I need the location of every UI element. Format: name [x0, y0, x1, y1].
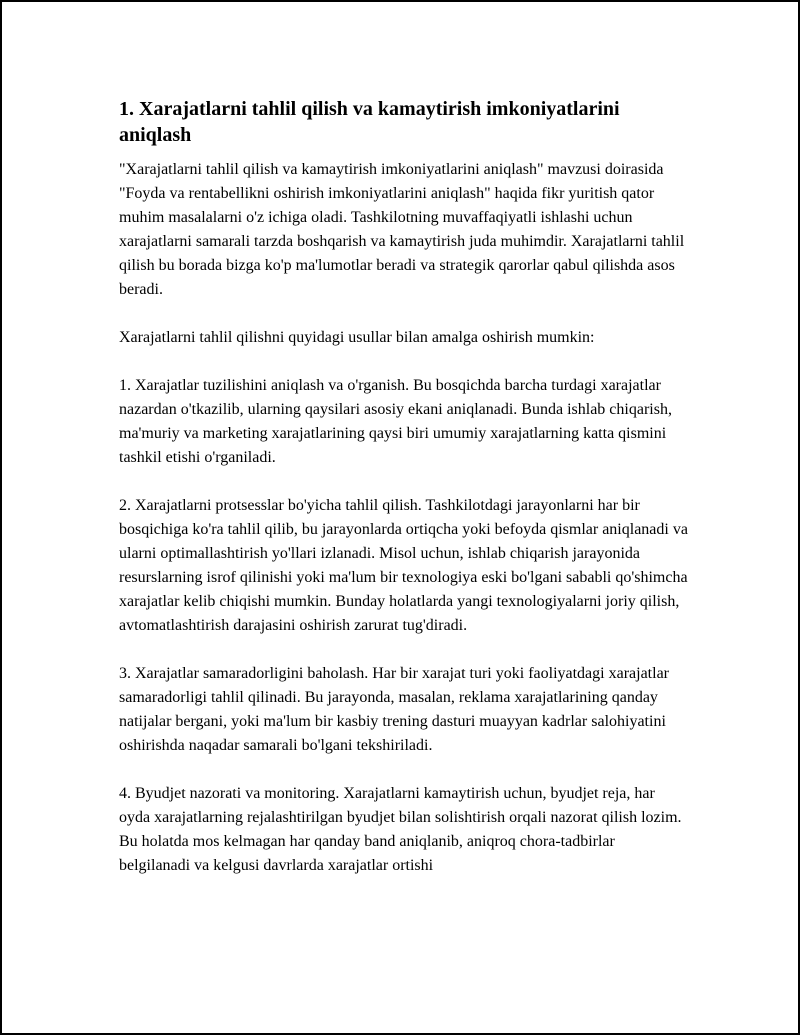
intro-paragraph: "Xarajatlarni tahlil qilish va kamaytirish imkoniyatlarini aniqlash" mavzusi doirasida "Foyda va rentabellikni oshirish imkoniyatlarini aniqlash" haqida fikr yuritish qator muhim masalalarni o'z ichiga oladi. Tashkilotning muvaffaqiyatli ishlashi uchun xarajatlarni samarali tarzda boshqarish va kamaytirish juda muhimdir. Xarajatlarni tahlil qilish bu borada bizga ko'p ma'lumotlar beradi va strategik qarorlar qabul qilishda asos beradi. — [119, 161, 685, 298]
method-3-paragraph: 3. Xarajatlar samaradorligini baholash. Har bir xarajat turi yoki faoliyatdagi xarajatlar samaradorligi tahlil qilinadi. Bu jarayonda, masalan, reklama xarajatlarining qanday natijalar bergani, yoki ma'lum bir kasbiy trening dasturi muayyan kadrlar salohiyatini oshirishda naqadar samarali bo'lgani tekshiriladi. — [119, 665, 669, 754]
method-2-paragraph: 2. Xarajatlarni protsesslar bo'yicha tahlil qilish. Tashkilotdagi jarayonlarni har bir bosqichiga ko'ra tahlil qilib, bu jarayonlarda ortiqcha yoki befoyda qismlar aniqlanadi va ularni optimallashtirish yo'llari izlanadi. Misol uchun, ishlab chiqarish jarayonida resurslarning isrof qilinishi yoki ma'lum bir texnologiya eski bo'lgani sababli qo'shimcha xarajatlar kelib chiqishi mumkin. Bunday holatlarda yangi texnologiyalarni joriy qilish, avtomatlashtirish darajasini oshirish zarurat tug'diradi. — [119, 497, 688, 634]
section-heading: 1. Xarajatlarni tahlil qilish va kamaytirish imkoniyatlarini aniqlash — [119, 98, 620, 146]
methods-lead-paragraph: Xarajatlarni tahlil qilishni quyidagi usullar bilan amalga oshirish mumkin: — [119, 329, 595, 346]
method-4-paragraph: 4. Byudjet nazorati va monitoring. Xarajatlarni kamaytirish uchun, byudjet reja, har oyda xarajatlarning rejalashtirilgan byudjet bilan solishtirish orqali nazorat qilish lozim. Bu holatda mos kelmagan har qanday band aniqlanib, aniqroq chora-tadbirlar belgilanadi va kelgusi davrlarda xarajatlar ortishi — [119, 785, 682, 874]
method-1-paragraph: 1. Xarajatlar tuzilishini aniqlash va o'rganish. Bu bosqichda barcha turdagi xarajatlar nazardan o'tkazilib, ularning qaysilari asosiy ekani aniqlanadi. Bunda ishlab chiqarish, ma'muriy va marketing xarajatlarining qaysi biri umumiy xarajatlarning katta qismini tashkil etishi o'rganiladi. — [119, 377, 672, 466]
document-body — [119, 96, 689, 902]
